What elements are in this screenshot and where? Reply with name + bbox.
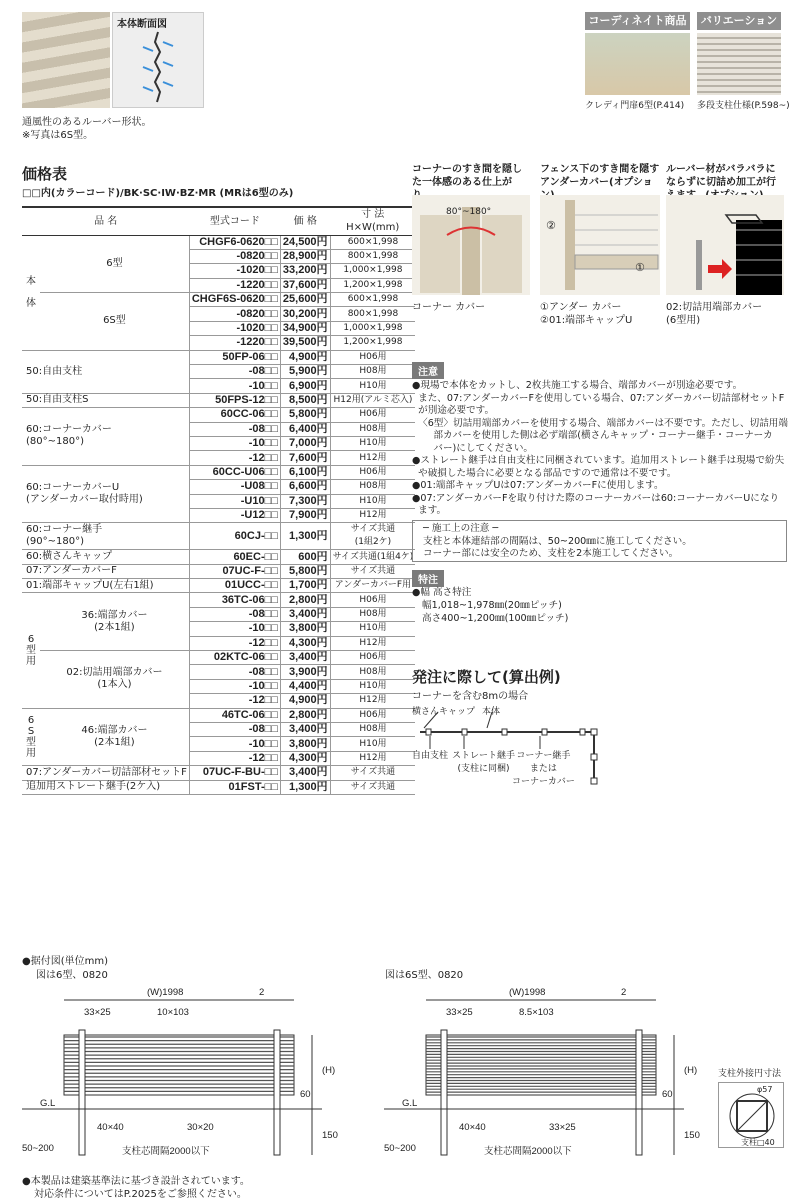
size-value: サイズ共通(1組4ケ) [330, 550, 415, 564]
table-row [22, 550, 415, 564]
note-line: や破損した場合に必要となる部品ですので通常は不要です。 [412, 467, 677, 479]
size-value: H10用 [330, 622, 415, 636]
price-value: 4,300円 [280, 636, 330, 650]
feature3-caption1: 02:切詰用端部カバー [666, 302, 763, 313]
table-row [22, 350, 415, 364]
price-value: 25,600円 [280, 293, 330, 307]
model-code: 46TC-06□□ [189, 708, 280, 722]
footer-line-2: 対応条件についてはP.2025をご参照ください。 [34, 1189, 247, 1200]
size-value: H12用 [330, 751, 415, 765]
item-name: 50:自由支柱S [22, 393, 189, 407]
variation-caption: 多段支柱仕様(P.598~) [697, 101, 790, 111]
special-line-3: 高さ400~1,200㎜(100㎜ピッチ) [422, 613, 569, 624]
size-value: H12用 [330, 508, 415, 522]
size-value: H10用 [330, 379, 415, 393]
feature2-title: フェンス下のすき間を隠すアンダーカバー(オプショ [540, 164, 660, 188]
size-value: H10用 [330, 494, 415, 508]
size-value: H08用 [330, 480, 415, 494]
item-name: 01:端部キャップU(左右1組) [22, 579, 189, 593]
dim-33x25b: 33×25 [549, 1122, 576, 1133]
item-name: 60:横さんキャップ [22, 550, 189, 564]
dim-2: 2 [259, 987, 265, 998]
dim-60: 60 [300, 1089, 311, 1100]
size-value: 1,000×1,998 [330, 321, 415, 335]
model-code: -12□□ [189, 751, 280, 765]
feature2-image [540, 195, 660, 295]
col-name: 品 名 [22, 207, 189, 235]
feature3-title: ルーバー材がバラバラにならずに切詰め加工が行 [666, 164, 776, 188]
size-value: H08用 [330, 422, 415, 436]
dim-GL-r: G.L [402, 1098, 418, 1109]
note-line: ●ストレート継手は自由支柱に同梱されています。追加用ストレート継手は現場で紛失 [412, 455, 785, 466]
model-code: 07UC-F-BU-□□ [189, 766, 280, 780]
price-value: 6,900円 [280, 379, 330, 393]
group-label: 本 体 [22, 235, 40, 350]
size-value: H06用 [330, 465, 415, 479]
price-value: 7,900円 [280, 508, 330, 522]
table-row [22, 408, 415, 422]
table-row [22, 780, 415, 794]
cross-section-diagram [112, 12, 204, 108]
coordinate-tag: コーディネイト商品 [585, 12, 690, 30]
price-value: 30,200円 [280, 307, 330, 321]
footer-line-1: ●本製品は建築基準法に基づき設計されています。 [22, 1176, 250, 1187]
price-value: 3,400円 [280, 651, 330, 665]
feature2-caption2: ②01:端部キャップU [540, 315, 633, 326]
price-value: 3,400円 [280, 723, 330, 737]
price-value: 3,400円 [280, 607, 330, 621]
price-value: 6,100円 [280, 465, 330, 479]
price-value: 4,300円 [280, 751, 330, 765]
size-value: H12用 [330, 636, 415, 650]
table-row [22, 564, 415, 578]
price-value: 3,900円 [280, 665, 330, 679]
price-table [22, 206, 415, 795]
note-line: ●07:アンダーカバーFを取り付けた際のコーナーカバーは60:コーナーカバーUになり [412, 492, 780, 504]
model-code: 60CC-U06□□ [189, 465, 280, 479]
install-right-sub: 図は6S型、0820 [385, 970, 464, 981]
size-value: 600×1,998 [330, 293, 415, 307]
price-value: 28,900円 [280, 249, 330, 263]
dim-85x103: 8.5×103 [519, 1007, 554, 1018]
order-post-label: 自由支柱 [412, 751, 449, 761]
post-right [636, 1030, 642, 1155]
feature3-caption2: (6型用) [666, 315, 701, 326]
post-circle-title: 支柱外接円寸法 [718, 1069, 782, 1079]
price-value: 3,800円 [280, 737, 330, 751]
model-code: 60CJ-□□ [189, 523, 280, 550]
special-line-1: ●幅 高さ特注 [412, 587, 472, 598]
order-diagram [412, 704, 612, 804]
item-name: 60:コーナーカバー (80°~180°) [22, 408, 189, 466]
price-value: 34,900円 [280, 321, 330, 335]
price-value: 6,400円 [280, 422, 330, 436]
price-title: 価格表 [22, 165, 68, 183]
model-code: -12□□ [189, 694, 280, 708]
feature1-title: コーナーのすき間を隠した一体感のある仕上が [412, 164, 522, 188]
model-code: CHGF6S-0620□□ [189, 293, 280, 307]
size-value: サイズ共通 (1組2ケ) [330, 523, 415, 550]
body-group-name: 6型 [40, 235, 189, 293]
box-line-2: コーナー部には安全のため、支柱を2本施工してください。 [423, 548, 679, 559]
note-line: また、07:アンダーカバーFを使用している場合、07:アンダーカバー切詰部材セットF [412, 392, 785, 404]
model-code: -10□□ [189, 436, 280, 450]
price-value: 2,800円 [280, 593, 330, 607]
price-value: 4,400円 [280, 679, 330, 693]
price-value: 6,600円 [280, 480, 330, 494]
group-label: 6 S 型 用 [22, 708, 40, 766]
order-sub: コーナーを含む8mの場合 [412, 691, 529, 702]
price-value: 1,700円 [280, 579, 330, 593]
tail-item-name: 追加用ストレート継手(2ケ入) [22, 780, 189, 794]
size-value: H06用 [330, 408, 415, 422]
model-code: -08□□ [189, 422, 280, 436]
size-value: 800×1,998 [330, 307, 415, 321]
item-name: 07:アンダーカバーF [22, 564, 189, 578]
install-title: ●据付図(単位mm) [22, 956, 109, 967]
price-value: 5,800円 [280, 564, 330, 578]
construction-notes-box [412, 520, 787, 562]
order-straight-label: ストレート継手 (支柱に同梱) [452, 751, 516, 774]
header-desc-1: 通風性のあるルーバー形状。 [22, 117, 152, 128]
dim-pitch-r: 支柱芯間隔2000以下 [484, 1146, 572, 1157]
size-value: H10用 [330, 679, 415, 693]
item-name: 60:コーナー継手 (90°~180°) [22, 523, 189, 550]
price-value: 5,800円 [280, 408, 330, 422]
tail-item-name: 07:アンダーカバー切詰部材セットF [22, 766, 189, 780]
dim-W-r: (W)1998 [509, 987, 546, 998]
order-cap-label: 横さんキャップ [412, 707, 476, 717]
dim-150: 150 [322, 1130, 338, 1141]
model-code: -12□□ [189, 636, 280, 650]
price-value: 37,600円 [280, 278, 330, 292]
col-size [330, 207, 415, 235]
model-code: -10□□ [189, 737, 280, 751]
price-value: 39,500円 [280, 336, 330, 350]
col-code: 型式コード [189, 207, 280, 235]
mark-1: ① [635, 261, 645, 274]
model-code: -U10□□ [189, 494, 280, 508]
model-code: -10□□ [189, 379, 280, 393]
size-value: H12用 [330, 694, 415, 708]
dim-40x40: 40×40 [97, 1122, 124, 1133]
col-price: 価 格 [280, 207, 330, 235]
model-code: -1220□□ [189, 336, 280, 350]
note-line: ●現場で本体をカットし、2枚共施工する場合、端部カバーが別途必要です。 [412, 380, 743, 391]
notes-list [412, 380, 787, 518]
dim-10x103: 10×103 [157, 1007, 189, 1018]
dim-range: 50~200 [22, 1143, 54, 1154]
mark-2: ② [546, 219, 556, 232]
price-value: 5,900円 [280, 365, 330, 379]
table-row [22, 579, 415, 593]
model-code: -1220□□ [189, 278, 280, 292]
model-code: -10□□ [189, 622, 280, 636]
feature1-image [412, 195, 530, 295]
order-title: 発注に際して(算出例) [412, 668, 561, 686]
note-line: バー)にしてください。 [412, 442, 534, 454]
price-value: 1,300円 [280, 780, 330, 794]
feature2-caption1: ①アンダー カバー [540, 302, 622, 313]
box-line-1: 支柱と本体連結部の間隔は、50~200㎜に施工してください。 [423, 535, 692, 547]
model-code: -1020□□ [189, 264, 280, 278]
dim-40x40-r: 40×40 [459, 1122, 486, 1133]
table-row [22, 708, 415, 722]
table-row [22, 235, 415, 249]
angle-label: 80°~180° [446, 207, 492, 217]
feature1-caption: コーナー カバー [412, 302, 486, 313]
size-value: 1,000×1,998 [330, 264, 415, 278]
variation-photo [697, 33, 781, 95]
size-value: H10用 [330, 737, 415, 751]
box-title: ─ 施工上の注意 ─ [423, 523, 499, 534]
size-value: アンダーカバーF用 [330, 579, 415, 593]
model-code: -0820□□ [189, 249, 280, 263]
size-value: H10用 [330, 436, 415, 450]
model-code: -08□□ [189, 723, 280, 737]
model-code: -08□□ [189, 365, 280, 379]
post-right [274, 1030, 280, 1155]
type6s-item-name: 46:端部カバー (2本1組) [40, 708, 189, 766]
size-value: H06用 [330, 708, 415, 722]
price-value: 7,300円 [280, 494, 330, 508]
dim-W: (W)1998 [147, 987, 184, 998]
notes-tag: 注意 [412, 362, 444, 379]
post-size-label: 支柱□40 [741, 1138, 775, 1147]
model-code: -08□□ [189, 665, 280, 679]
size-value: H12用 [330, 451, 415, 465]
model-code: -U08□□ [189, 480, 280, 494]
body-group-name: 6S型 [40, 293, 189, 351]
note-line: ●01:端部キャップUは07:アンダーカバーFに使用します。 [412, 480, 664, 491]
model-code: 36TC-06□□ [189, 593, 280, 607]
order-corner-label: コーナー継手 または コーナーカバー [512, 751, 575, 787]
cross-section-label: 本体断面図 [117, 19, 167, 30]
table-row [22, 593, 415, 607]
model-code: -12□□ [189, 451, 280, 465]
size-value: 1,200×1,998 [330, 278, 415, 292]
install-diagram-6 [22, 985, 352, 1160]
model-code: -U12□□ [189, 508, 280, 522]
price-value: 3,400円 [280, 766, 330, 780]
dim-range-r: 50~200 [384, 1143, 416, 1154]
price-value: 33,200円 [280, 264, 330, 278]
table-row [22, 465, 415, 479]
size-value: 1,200×1,998 [330, 336, 415, 350]
table-row [22, 393, 415, 407]
price-value: 7,600円 [280, 451, 330, 465]
size-value: サイズ共通 [330, 564, 415, 578]
size-value: 800×1,998 [330, 249, 415, 263]
size-value: サイズ共通 [330, 766, 415, 780]
dim-30x20: 30×20 [187, 1122, 214, 1133]
dim-2-r: 2 [621, 987, 627, 998]
model-code: 02KTC-06□□ [189, 651, 280, 665]
col-size-1: 寸 法 [361, 209, 385, 221]
note-line: が別途必要です。 [412, 405, 495, 416]
model-code: 60EC-□□ [189, 550, 280, 564]
model-code: 01UCC-□□ [189, 579, 280, 593]
product-photo [22, 12, 110, 108]
model-code: CHGF6-0620□□ [189, 235, 280, 249]
price-value: 600円 [280, 550, 330, 564]
model-code: 50FP-06□□ [189, 350, 280, 364]
model-code: -10□□ [189, 679, 280, 693]
install-diagram-6s [384, 985, 714, 1160]
size-value: H12用(アルミ芯入) [330, 393, 415, 407]
dim-33x25: 33×25 [84, 1007, 111, 1018]
order-body-label: 本体 [482, 707, 501, 717]
post-circle-diagram [718, 1082, 784, 1148]
type6-item-name: 36:端部カバー (2本1組) [40, 593, 189, 651]
model-code: -08□□ [189, 607, 280, 621]
size-value: H06用 [330, 651, 415, 665]
table-row [22, 766, 415, 780]
note-line: 部カバーを使用した側は必ず端部(横さんキャップ・コーナー継手・コーナーカ [412, 430, 773, 441]
special-tag: 特注 [412, 570, 444, 587]
price-value: 7,000円 [280, 436, 330, 450]
model-code: 60CC-06□□ [189, 408, 280, 422]
dim-H-r: (H) [684, 1065, 698, 1076]
size-value: H08用 [330, 665, 415, 679]
model-code: -0820□□ [189, 307, 280, 321]
coordinate-photo [585, 33, 690, 95]
price-value: 2,800円 [280, 708, 330, 722]
feature3-image [666, 195, 784, 295]
note-line: ます。 [412, 505, 447, 516]
post-left [79, 1030, 85, 1155]
model-code: 01FST-□□ [189, 780, 280, 794]
item-name: 50:自由支柱 [22, 350, 189, 393]
dim-GL: G.L [40, 1098, 56, 1109]
dim-33x25-r: 33×25 [446, 1007, 473, 1018]
price-value: 3,800円 [280, 622, 330, 636]
model-code: 07UC-F-□□ [189, 564, 280, 578]
dim-150-r: 150 [684, 1130, 700, 1141]
size-value: サイズ共通 [330, 780, 415, 794]
dim-pitch: 支柱芯間隔2000以下 [122, 1146, 210, 1157]
price-subtitle: □□内(カラーコード)/BK·SC·IW·BZ·MR (MRは6型のみ) [22, 188, 294, 199]
table-row [22, 523, 415, 550]
group-label: 6 型 用 [22, 593, 40, 708]
phi-label: φ57 [757, 1085, 773, 1094]
price-value: 4,900円 [280, 694, 330, 708]
size-value: H08用 [330, 723, 415, 737]
price-value: 8,500円 [280, 393, 330, 407]
model-code: -1020□□ [189, 321, 280, 335]
variation-tag: バリエーション [697, 12, 781, 30]
table-row [22, 651, 415, 665]
size-value: H06用 [330, 593, 415, 607]
model-code: 50FPS-12□□ [189, 393, 280, 407]
price-value: 24,500円 [280, 235, 330, 249]
item-name: 60:コーナーカバーU (アンダーカバー取付時用) [22, 465, 189, 523]
size-value: H06用 [330, 350, 415, 364]
type6-item-name: 02:切詰用端部カバー (1本入) [40, 651, 189, 709]
dim-60-r: 60 [662, 1089, 673, 1100]
size-value: H08用 [330, 365, 415, 379]
special-line-2: 幅1,018~1,978㎜(20㎜ピッチ) [422, 600, 562, 611]
price-value: 1,300円 [280, 523, 330, 550]
header-desc-2: ※写真は6S型。 [22, 130, 94, 141]
coordinate-caption: クレディ門扉6型(P.414) [585, 101, 685, 111]
col-size-2: H×W(mm) [346, 222, 400, 234]
size-value: 600×1,998 [330, 235, 415, 249]
dim-H: (H) [322, 1065, 336, 1076]
price-value: 4,900円 [280, 350, 330, 364]
size-value: H08用 [330, 607, 415, 621]
table-row [22, 293, 415, 307]
install-left-sub: 図は6型、0820 [36, 970, 108, 981]
post-left [441, 1030, 447, 1155]
note-line: 〈6型〉切詰用端部カバーを使用する場合、端部カバーは不要です。ただし、切詰用端 [412, 417, 788, 429]
